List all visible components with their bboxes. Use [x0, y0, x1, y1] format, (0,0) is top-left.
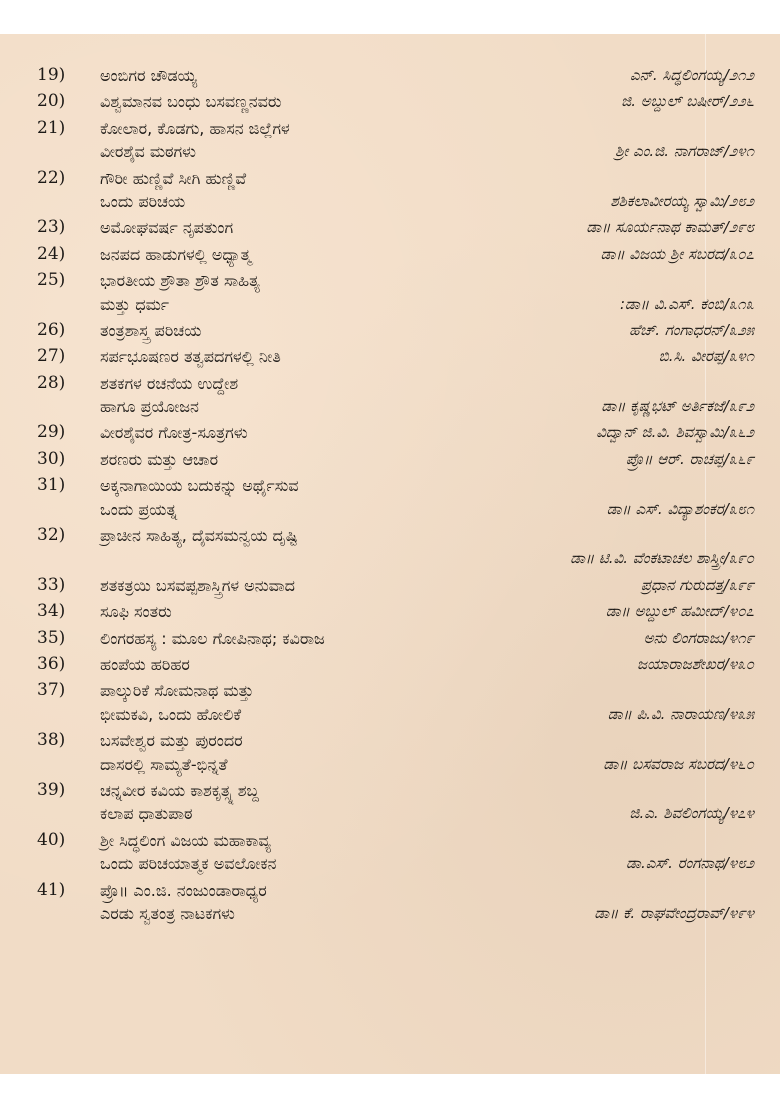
entry-page-number: ೪೧೯	[728, 628, 754, 647]
contents-entry	[0, 474, 780, 497]
entry-page-number: ೩೯೯	[728, 575, 754, 594]
entry-page-number: ೨೧೨	[728, 66, 754, 84]
entry-title: ಕೋಲಾರ, ಕೊಡಗು, ಹಾಸನ ಜಿಲ್ಲೆಗಳ	[100, 118, 290, 138]
separator: /	[723, 804, 729, 823]
entry-author: ಜಿ. ಅಬ್ದುಲ್ ಬಷೀರ್	[621, 92, 724, 111]
entry-author-page	[615, 140, 754, 163]
entry-author: ಡಾ॥ ಪಿ.ವಿ. ನಾರಾಯಣ	[607, 704, 724, 723]
entry-author-page	[594, 902, 754, 925]
entry-page-number: ೩೦೭	[728, 244, 754, 263]
separator: /	[723, 854, 729, 873]
contents-entry	[0, 729, 780, 752]
contents-entry-continuation	[0, 190, 780, 213]
entry-author-page	[570, 547, 754, 570]
separator: /	[723, 628, 729, 647]
entry-author: ವಿದ್ವಾನ್ ಜಿ.ವಿ. ಶಿವಸ್ವಾಮಿ	[596, 423, 724, 442]
contents-entry-continuation	[0, 703, 780, 726]
entry-author-page	[630, 64, 754, 87]
entry-author: ಡಾ॥ ಸೂರ್ಯನಾಥ ಕಾಮತ್	[586, 218, 724, 237]
entry-title: ಎರಡು ಸ್ವತಂತ್ರ ನಾಟಕಗಳು	[100, 903, 235, 923]
entry-author: ಡಾ॥ ಟಿ.ವಿ. ವೆಂಕಟಾಚಲ ಶಾಸ್ತ್ರೀ	[570, 549, 724, 568]
entry-number: 31)	[37, 475, 66, 496]
entry-number: 26)	[37, 319, 66, 340]
contents-entry	[0, 524, 780, 547]
entry-title: ಶತಕತ್ರಯಿ ಬಸವಪ್ಪಶಾಸ್ತ್ರಿಗಳ ಅನುವಾದ	[100, 575, 295, 595]
entry-title: ವೀರಶೈವರ ಗೋತ್ರ-ಸೂತ್ರಗಳು	[100, 423, 248, 443]
entry-title: ಮತ್ತು ಧರ್ಮ	[100, 294, 170, 314]
entry-page-number: ೨೪೧	[728, 142, 754, 161]
entry-title: ಭೀಮಕವಿ, ಒಂದು ಹೋಲಿಕೆ	[100, 704, 242, 724]
separator: /	[723, 903, 729, 922]
contents-entry	[0, 269, 780, 292]
entry-title: ಸರ್ಪಭೂಷಣರ ತತ್ವಪದಗಳಲ್ಲಿ ನೀತಿ	[100, 347, 281, 367]
entry-page-number: ೨೮೨	[728, 191, 754, 210]
entry-author-page	[603, 753, 754, 776]
entry-title: ವೀರಶೈವ ಮಠಗಳು	[100, 142, 196, 162]
contents-entry-continuation	[0, 293, 780, 316]
entry-title: ಶ್ರೀ ಸಿದ್ಧಲಿಂಗ ವಿಜಯ ಮಹಾಕಾವ್ಯ	[100, 830, 271, 850]
entry-author-page	[629, 802, 754, 825]
entry-title: ಶತಕಗಳ ರಚನೆಯ ಉದ್ದೇಶ	[100, 373, 239, 393]
entry-author: ಡಾ.ಎಸ್. ರಂಗನಾಥ	[626, 854, 724, 873]
entry-author-page	[626, 448, 754, 471]
contents-entry	[0, 779, 780, 802]
separator: /	[723, 218, 729, 237]
entry-number: 22)	[37, 167, 66, 188]
entry-title: ಲಿಂಗರಹಸ್ಯ : ಮೂಲ ಗೋಪಿನಾಥ; ಕವಿರಾಜ	[100, 628, 325, 648]
contents-entry	[0, 117, 780, 140]
entry-number: 41)	[37, 879, 66, 900]
entry-author: ಜಯಾರಾಜಶೇಖರ	[636, 654, 724, 673]
contents-entry	[0, 372, 780, 395]
separator: /	[723, 397, 729, 416]
entry-title: ಪ್ರೊ॥ ಎಂ.ಜಿ. ನಂಜುಂಡಾರಾಧ್ಯರ	[100, 880, 267, 900]
entry-page-number: ೪೩೫	[728, 704, 754, 723]
entry-title: ಭಾರತೀಯ ಶ್ರೌತಾ ಶ್ರೌತ ಸಾಹಿತ್ಯ	[100, 271, 260, 291]
contents-entry	[0, 448, 780, 471]
separator: /	[723, 423, 729, 442]
contents-entry	[0, 319, 780, 342]
entry-title: ಹಾಗೂ ಪ್ರಯೋಜನ	[100, 397, 199, 417]
separator: /	[723, 142, 729, 161]
entry-author-page	[606, 600, 754, 623]
entry-number: 35)	[37, 627, 66, 648]
entry-title: ಅಕ್ಕನಾಗಾಯಿಯ ಬದುಕನ್ನು ಅರ್ಥೈಸುವ	[100, 476, 299, 496]
entry-number: 34)	[37, 601, 66, 622]
entry-page-number: ೪೭೪	[728, 804, 754, 823]
contents-entry	[0, 216, 780, 239]
entry-page-number: ೩೪೧	[728, 347, 754, 366]
entry-title: ವಿಶ್ವಮಾನವ ಬಂಧು ಬಸವಣ್ಣನವರು	[100, 92, 282, 112]
entry-author: ಶಶಿಕಲಾವೀರಯ್ಯ ಸ್ವಾಮಿ	[610, 191, 724, 210]
contents-entry	[0, 421, 780, 444]
entry-author-page	[608, 703, 754, 726]
entry-page-number: ೪೩೦	[728, 654, 754, 673]
entry-author: ಎನ್. ಸಿದ್ಧಲಿಂಗಯ್ಯ	[630, 66, 724, 84]
entry-author-page	[610, 190, 754, 213]
entry-author-page	[629, 319, 754, 342]
contents-entry-continuation	[0, 547, 780, 570]
separator: /	[723, 754, 729, 773]
contents-entry-continuation	[0, 802, 780, 825]
contents-entry	[0, 653, 780, 676]
contents-entry	[0, 243, 780, 266]
entry-title: ಗೌರೀ ಹುಣ್ಣಿವೆ ಸೀಗಿ ಹುಣ್ಣಿವೆ	[100, 168, 247, 188]
entry-page-number: ೩೯೨	[728, 397, 754, 416]
separator: /	[723, 549, 729, 568]
contents-entry-continuation	[0, 140, 780, 163]
entry-author: ಬಿ.ಸಿ. ವೀರಪ್ಪ	[658, 347, 724, 366]
entry-number: 30)	[37, 448, 66, 469]
entry-title: ಅಂಬಿಗರ ಚೌಡಯ್ಯ	[100, 66, 198, 85]
entry-number: 24)	[37, 243, 66, 264]
entry-author: ಜಿ.ಎ. ಶಿವಲಿಂಗಯ್ಯ	[629, 804, 724, 823]
contents-list	[0, 64, 780, 928]
separator: /	[723, 602, 729, 621]
entry-title: ಪ್ರಾಚೀನ ಸಾಹಿತ್ಯ, ದೈವಸಮನ್ವಯ ದೃಷ್ಟಿ	[100, 526, 298, 546]
entry-page-number: ೩೬೯	[728, 449, 754, 468]
entry-author: ಪ್ರಧಾನ ಗುರುದತ್ತ	[640, 575, 724, 594]
separator: /	[723, 704, 729, 723]
entry-number: 19)	[37, 65, 66, 85]
entry-author-page	[601, 243, 754, 266]
contents-entry	[0, 345, 780, 368]
entry-number: 33)	[37, 574, 66, 595]
entry-page-number: ೪೦೭	[728, 602, 754, 621]
entry-title: ಚನ್ನವೀರ ಕವಿಯ ಕಾಶಕೃತ್ಸ್ನ ಶಬ್ದ	[100, 780, 259, 800]
entry-title: ಹಂಪೆಯ ಹರಿಹರ	[100, 654, 190, 674]
contents-entry	[0, 574, 780, 597]
entry-title: ಶರಣರು ಮತ್ತು ಆಚಾರ	[100, 449, 219, 469]
contents-entry	[0, 64, 780, 87]
separator: /	[723, 320, 729, 339]
entry-title: ಅಮೋಘವರ್ಷ ನೃಪತುಂಗ	[100, 218, 234, 238]
entry-author: :ಡಾ॥ ವಿ.ಎಸ್. ಕಂಬಿ	[620, 294, 724, 313]
entry-author-page	[596, 421, 754, 444]
entry-author: ಶ್ರೀ ಎಂ.ಜಿ. ನಾಗರಾಜ್	[615, 142, 724, 161]
entry-author-page	[586, 216, 754, 239]
separator: /	[723, 654, 729, 673]
contents-entry	[0, 679, 780, 702]
entry-number: 23)	[37, 217, 66, 238]
entry-number: 32)	[37, 525, 66, 546]
contents-entry	[0, 627, 780, 650]
separator: /	[723, 499, 729, 518]
entry-title: ಸೂಫಿ ಸಂತರು	[100, 602, 172, 622]
contents-entry-continuation	[0, 498, 780, 521]
entry-author-page	[637, 653, 754, 676]
entry-title: ಜನಪದ ಹಾಡುಗಳಲ್ಲಿ ಅಧ್ಯಾತ್ಮ	[100, 244, 252, 264]
separator: /	[723, 92, 729, 111]
entry-page-number: ೩೮೧	[728, 499, 754, 518]
entry-page-number: ೩೨೫	[728, 320, 754, 339]
entry-author: ಡಾ॥ ಬಸವರಾಜ ಸಬರದ	[603, 754, 724, 773]
entry-number: 37)	[37, 680, 66, 701]
entry-author-page	[607, 498, 754, 521]
entry-number: 40)	[37, 829, 66, 850]
entry-number: 25)	[37, 270, 66, 291]
entry-title: ಕಲಾಪ ಧಾತುಪಾಠ	[100, 804, 193, 824]
entry-number: 27)	[37, 346, 66, 367]
entry-author-page	[641, 574, 754, 597]
separator: /	[723, 449, 729, 468]
separator: /	[723, 66, 729, 84]
entry-author-page	[644, 627, 754, 650]
separator: /	[723, 347, 729, 366]
contents-entry	[0, 167, 780, 190]
contents-entry-continuation	[0, 753, 780, 776]
contents-entry	[0, 600, 780, 623]
entry-number: 29)	[37, 422, 66, 443]
entry-page-number: ೩೧೩	[728, 294, 754, 313]
entry-author-page	[620, 293, 754, 316]
separator: /	[723, 575, 729, 594]
entry-number: 20)	[37, 91, 66, 112]
entry-author: ಪ್ರೊ॥ ಆರ್. ರಾಚಪ್ಪ	[625, 449, 724, 468]
contents-entry	[0, 90, 780, 113]
entry-title: ಪಾಲ್ಕುರಿಕೆ ಸೋಮನಾಥ ಮತ್ತು	[100, 681, 254, 701]
separator: /	[723, 244, 729, 263]
contents-entry-continuation	[0, 852, 780, 875]
entry-spacer	[0, 925, 780, 928]
separator: /	[723, 191, 729, 210]
entry-author: ಹೆಚ್. ಗಂಗಾಧರನ್	[629, 320, 724, 339]
entry-page-number: ೨೨೬	[728, 92, 754, 111]
contents-entry	[0, 879, 780, 902]
entry-title: ತಂತ್ರಶಾಸ್ತ್ರ ಪರಿಚಯ	[100, 320, 202, 340]
contents-entry	[0, 829, 780, 852]
scanned-page	[0, 34, 780, 1074]
entry-author-page	[659, 345, 754, 368]
entry-number: 28)	[37, 372, 66, 393]
entry-page-number: ೪೮೨	[728, 854, 754, 873]
entry-author-page	[621, 90, 754, 113]
entry-title: ಒಂದು ಪರಿಚಯಾತ್ಮಕ ಅವಲೋಕನ	[100, 854, 277, 874]
entry-author-page	[601, 395, 754, 418]
entry-author: ಡಾ॥ ವಿಜಯ ಶ್ರೀ ಸಬರದ	[600, 244, 724, 263]
entry-author: ಡಾ॥ ಕೆ. ರಾಘವೇಂದ್ರರಾವ್	[594, 903, 724, 922]
entry-author: ಅನು ಲಿಂಗರಾಜು	[643, 628, 724, 647]
entry-author: ಡಾ॥ ಕೃಷ್ಣಭಟ್ ಅರ್ತಿಕಜೆ	[601, 397, 724, 416]
entry-title: ದಾಸರಲ್ಲಿ ಸಾಮ್ಯತೆ-ಭಿನ್ನತೆ	[100, 754, 228, 774]
entry-page-number: ೩೬೨	[728, 423, 754, 442]
entry-author: ಡಾ॥ ಅಬ್ದುಲ್ ಹಮೀದ್	[605, 602, 724, 621]
entry-number: 39)	[37, 779, 66, 800]
entry-page-number: ೨೯೮	[728, 218, 754, 237]
contents-entry-continuation	[0, 902, 780, 925]
entry-number: 38)	[37, 730, 66, 751]
entry-title: ಒಂದು ಪರಿಚಯ	[100, 191, 186, 211]
separator: /	[723, 294, 729, 313]
entry-author-page	[626, 852, 754, 875]
entry-page-number: ೪೬೦	[728, 754, 754, 773]
entry-title: ಒಂದು ಪ್ರಯತ್ನ	[100, 499, 178, 519]
entry-title: ಬಸವೇಶ್ವರ ಮತ್ತು ಪುರಂದರ	[100, 731, 243, 751]
entry-number: 36)	[37, 653, 66, 674]
contents-entry-continuation	[0, 395, 780, 418]
entry-page-number: ೪೯೪	[728, 903, 754, 922]
entry-page-number: ೩೯೦	[728, 549, 754, 568]
entry-number: 21)	[37, 117, 66, 138]
entry-author: ಡಾ॥ ಎಸ್. ವಿದ್ಯಾಶಂಕರ	[606, 499, 724, 518]
